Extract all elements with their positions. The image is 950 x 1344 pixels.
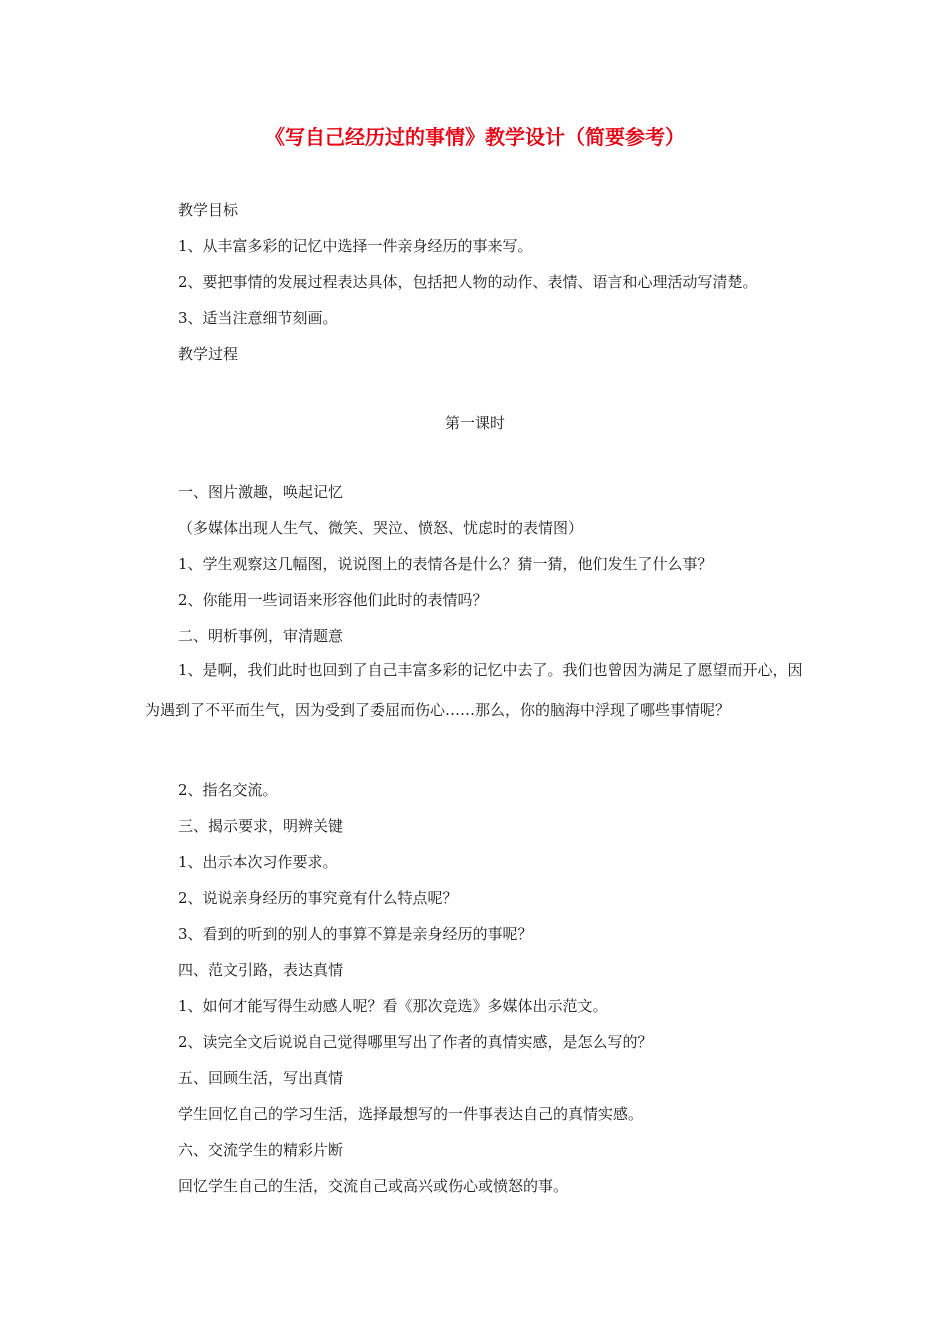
lesson-title: 第一课时: [444, 414, 505, 432]
section-paragraph: 1、是啊，我们此时也回到了自己丰富多彩的记忆中去了。我们也曾因为满足了愿望而开心，因为遇到了不平而生气，因为受到了委屈而伤心……那么，你的脑海中浮现了哪些事情呢？: [145, 661, 803, 719]
list-item: 1、学生观察这几幅图，说说图上的表情各是什么？猜一猜，他们发生了什么事？: [178, 555, 713, 573]
list-item: 3、看到的听到的别人的事算不算是亲身经历的事呢？: [178, 925, 533, 943]
process-heading: 教学过程: [178, 345, 239, 363]
list-item: 1、如何才能写得生动感人呢？看《那次竞选》多媒体出示范文。: [178, 997, 608, 1015]
list-item: 2、你能用一些词语来形容他们此时的表情吗？: [178, 591, 488, 609]
section-note: （多媒体出现人生气、微笑、哭泣、愤怒、忧虑时的表情图）: [178, 519, 584, 537]
goal-item: 2、要把事情的发展过程表达具体，包括把人物的动作、表情、语言和心理活动写清楚。: [178, 273, 758, 291]
section-heading: 三、揭示要求，明辨关键: [178, 817, 344, 835]
section-text: 学生回忆自己的学习生活，选择最想写的一件事表达自己的真情实感。: [178, 1105, 644, 1123]
section-heading: 二、明析事例，审清题意: [178, 627, 344, 645]
section-heading: 六、交流学生的精彩片断: [178, 1141, 344, 1159]
section-text: 回忆学生自己的生活，交流自己或高兴或伤心或愤怒的事。: [178, 1177, 569, 1195]
list-item: 1、出示本次习作要求。: [178, 853, 338, 871]
list-item: 2、读完全文后说说自己觉得哪里写出了作者的真情实感，是怎么写的？: [178, 1033, 653, 1051]
section-heading: 一、图片激趣，唤起记忆: [178, 483, 344, 501]
section-heading: 五、回顾生活，写出真情: [178, 1069, 344, 1087]
goals-heading: 教学目标: [178, 201, 239, 219]
section-heading: 四、范文引路，表达真情: [178, 961, 344, 979]
goal-item: 3、适当注意细节刻画。: [178, 309, 338, 327]
list-item: 2、指名交流。: [178, 781, 278, 799]
list-item: 2、说说亲身经历的事究竟有什么特点呢？: [178, 889, 458, 907]
goal-item: 1、从丰富多彩的记忆中选择一件亲身经历的事来写。: [178, 237, 533, 255]
document-title: 《写自己经历过的事情》教学设计（简要参考）: [265, 125, 685, 149]
